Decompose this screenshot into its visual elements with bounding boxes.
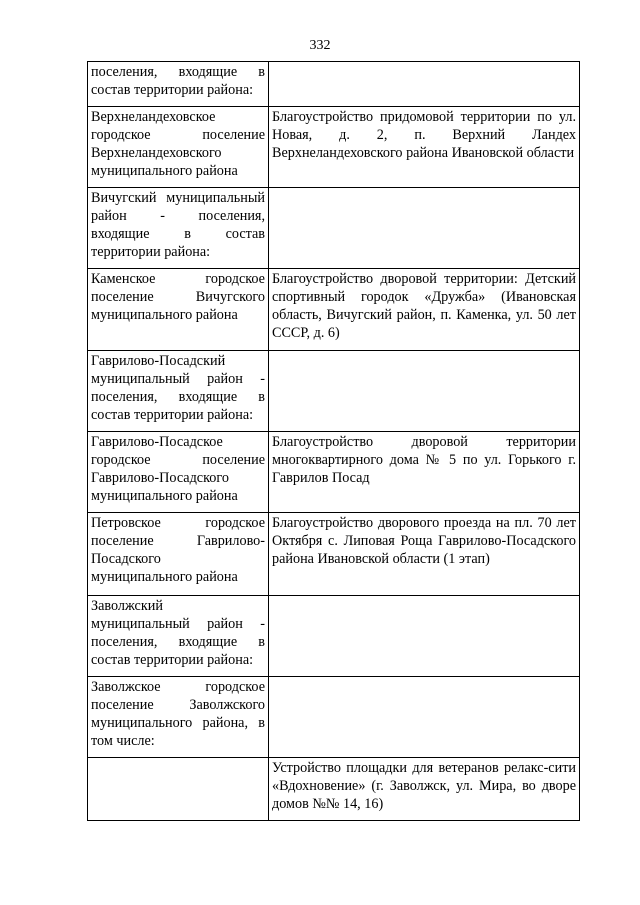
territory-cell: Петровское городское поселение Гаврилово-Посадского муниципального района — [88, 513, 269, 596]
table-row — [88, 677, 580, 758]
territory-cell: Гаврилово-Посадский муниципальный район - поселения, входящие в состав территории района: — [88, 351, 269, 432]
project-cell — [269, 351, 580, 432]
table-row — [88, 188, 580, 269]
project-cell: Благоустройство дворовой территории многоквартирного дома № 5 по ул. Горького г. Гаврилов Посад — [269, 432, 580, 513]
table-row — [88, 596, 580, 677]
table-row — [88, 62, 580, 107]
project-cell: Благоустройство дворовой территории: Детский спортивный городок «Дружба» (Ивановская область, Вичугский район, п. Каменка, ул. 50 лет СССР, д. 6) — [269, 269, 580, 351]
territory-cell: Заволжский муниципальный район - поселения, входящие в состав территории района: — [88, 596, 269, 677]
table-row — [88, 269, 580, 351]
municipal-projects-table — [87, 61, 580, 821]
project-cell: Благоустройство дворового проезда на пл. 70 лет Октября с. Липовая Роща Гаврилово-Посадского района Ивановской области (1 этап) — [269, 513, 580, 596]
project-cell — [269, 62, 580, 107]
territory-cell — [88, 758, 269, 821]
territory-cell: Верхнеландеховское городское поселение Верхнеландеховского муниципального района — [88, 107, 269, 188]
table-row — [88, 513, 580, 596]
table-row — [88, 107, 580, 188]
table-row — [88, 351, 580, 432]
page-number: 332 — [309, 38, 331, 53]
project-cell — [269, 677, 580, 758]
project-cell: Благоустройство придомовой территории по ул. Новая, д. 2, п. Верхний Ландех Верхнеландеховского района Ивановской области — [269, 107, 580, 188]
territory-cell: Вичугский муниципальный район - поселения, входящие в состав территории района: — [88, 188, 269, 269]
territory-cell: Заволжское городское поселение Заволжского муниципального района, в том числе: — [88, 677, 269, 758]
project-cell — [269, 188, 580, 269]
project-cell — [269, 596, 580, 677]
table-row — [88, 432, 580, 513]
project-cell: Устройство площадки для ветеранов релакс-сити «Вдохновение» (г. Заволжск, ул. Мира, во дворе домов №№ 14, 16) — [269, 758, 580, 821]
territory-cell: Каменское городское поселение Вичугского муниципального района — [88, 269, 269, 351]
territory-cell: поселения, входящие в состав территории района: — [88, 62, 269, 107]
table-row — [88, 758, 580, 821]
territory-cell: Гаврилово-Посадское городское поселение Гаврилово-Посадского муниципального района — [88, 432, 269, 513]
